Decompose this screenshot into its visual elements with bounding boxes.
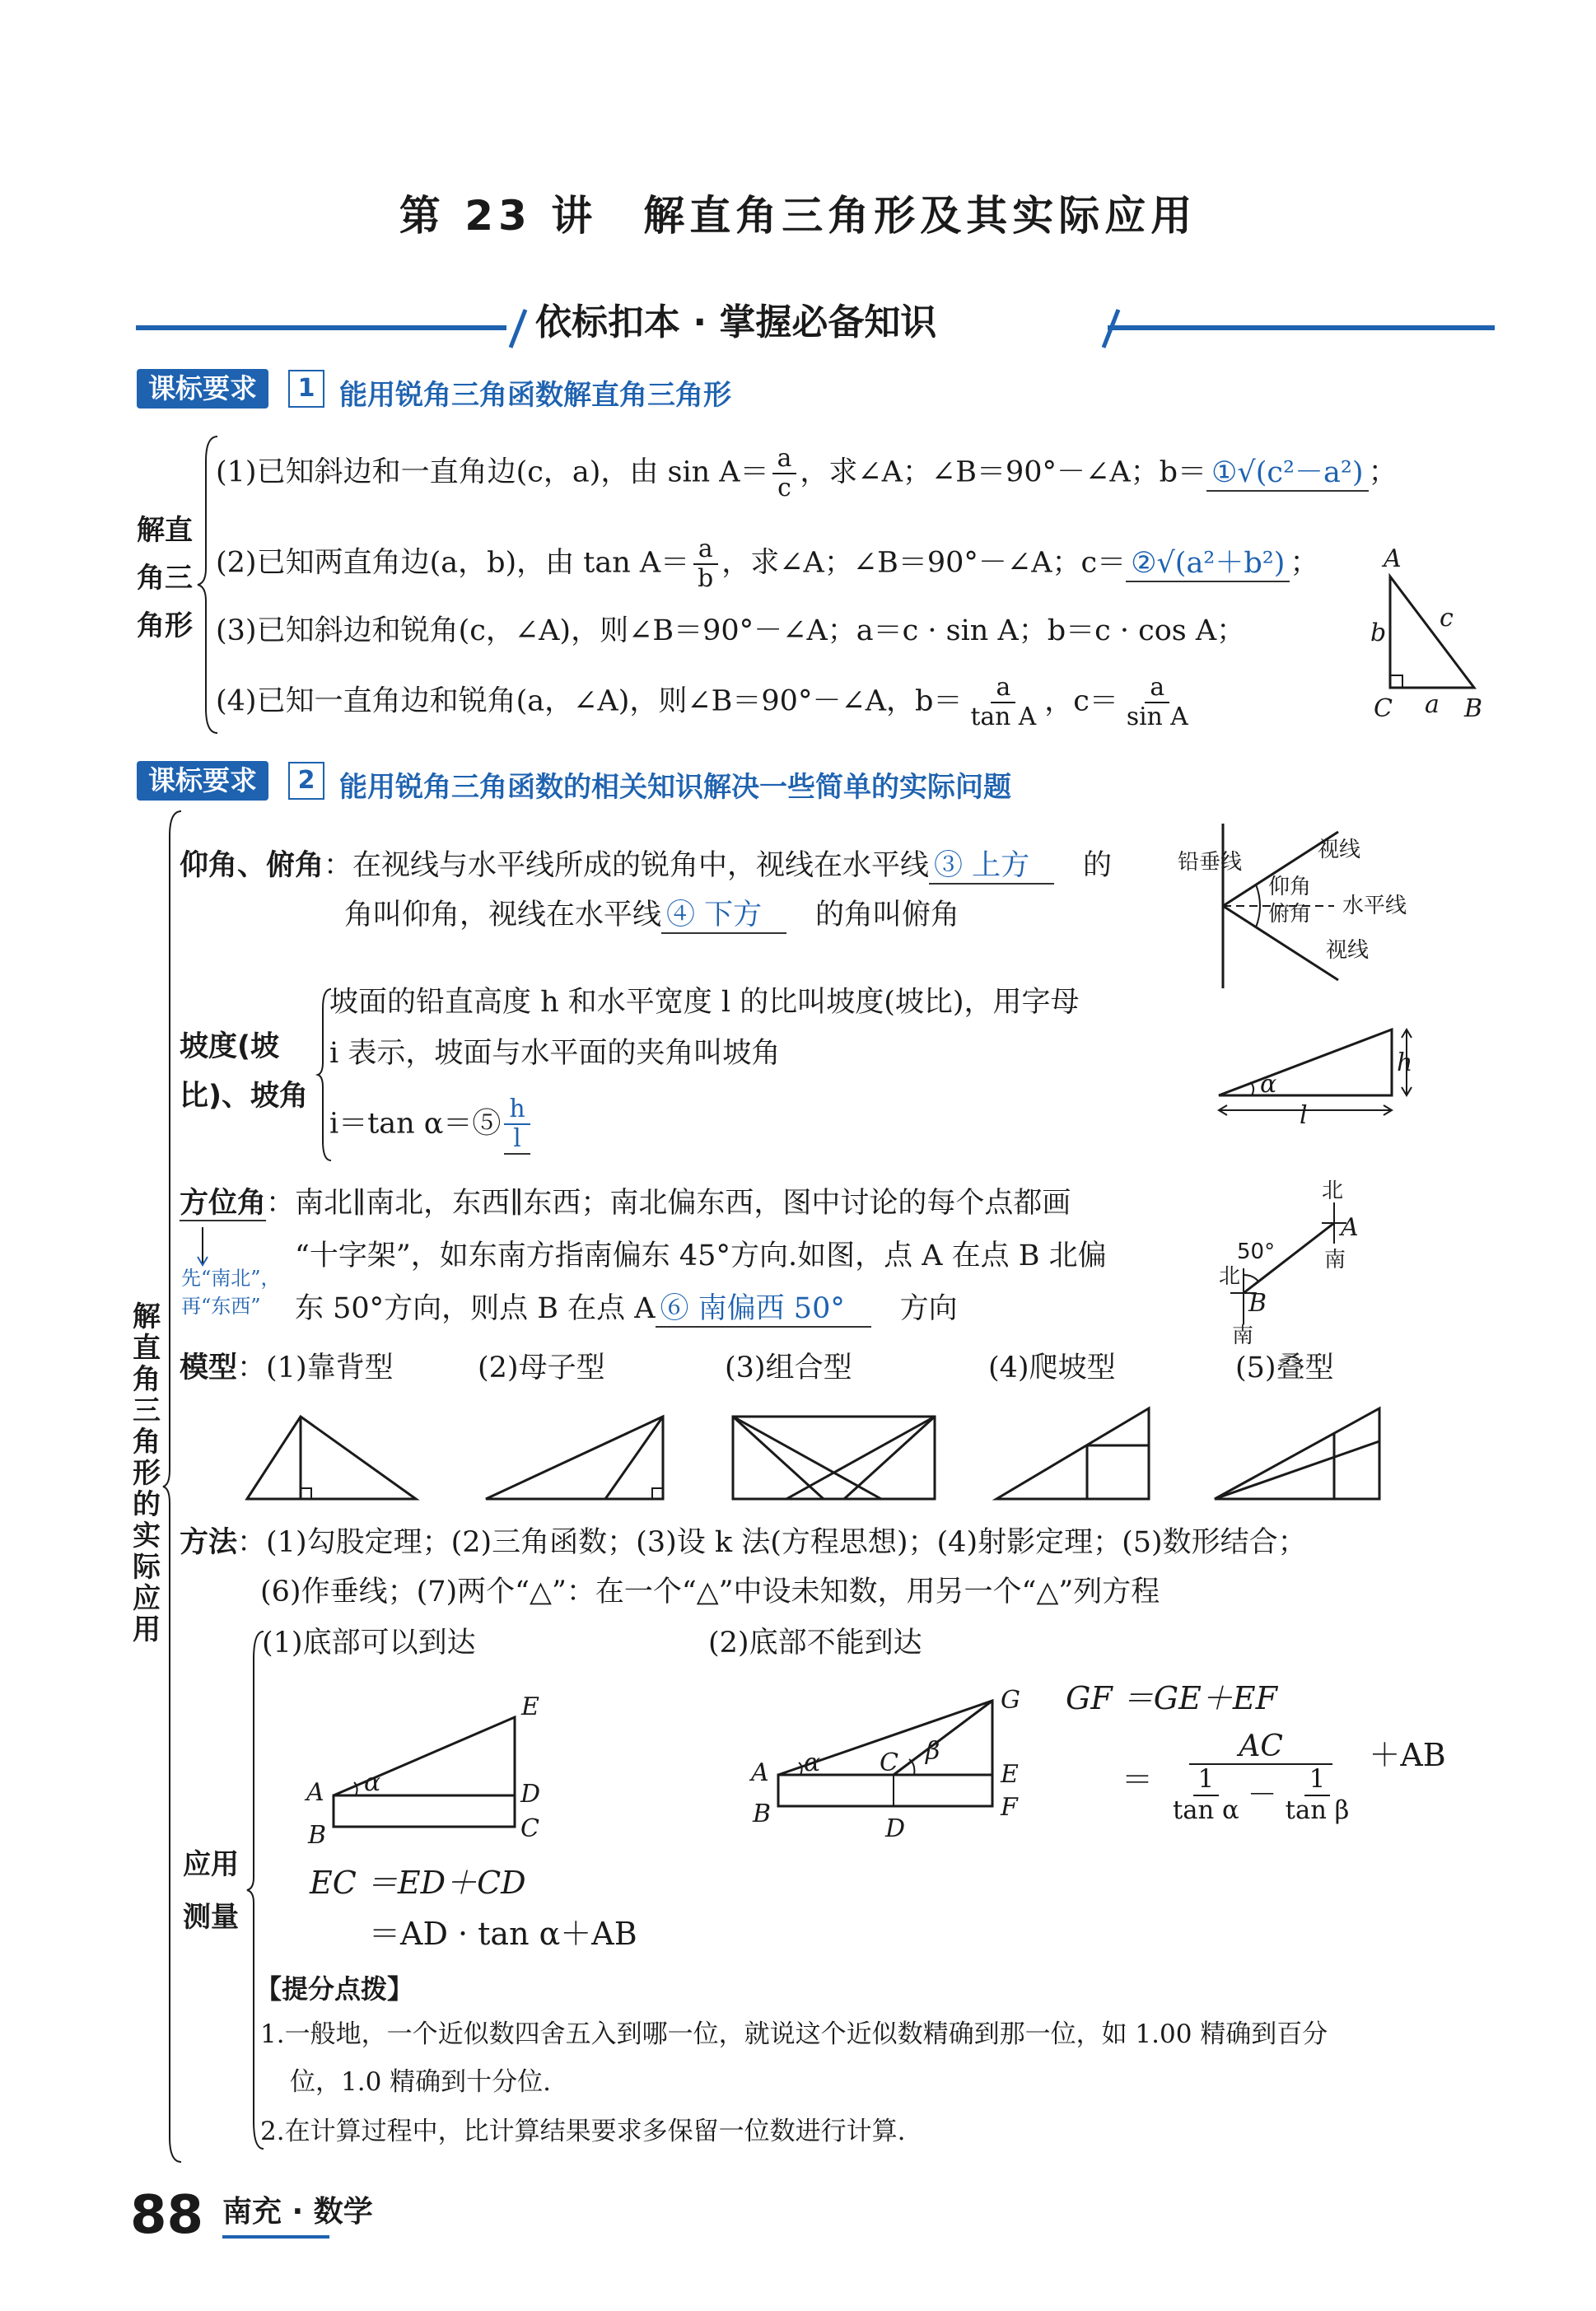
requirement-number-2: 2 [288, 762, 324, 800]
direction-figure [1219, 1178, 1384, 1348]
fig1-B: B [308, 1821, 327, 1850]
application-2-title: (2)底部不能到达 [708, 1627, 922, 1660]
fraction: $\frac{a}{c}$ [772, 445, 797, 502]
application-figure-1 [305, 1692, 601, 1861]
model-figures [239, 1404, 1596, 1520]
fig2-alpha: α [804, 1748, 821, 1777]
application-measurement-label: 应用 测量 [183, 1848, 239, 1934]
model-climbing [996, 1408, 1149, 1499]
equation-1-line-1: EC ＝ED＋CD [310, 1865, 526, 1901]
elevation-angle-figure [1178, 824, 1458, 1005]
sight-line-label-top: 视线 [1318, 838, 1361, 862]
vertex-B: B [1464, 694, 1483, 723]
req1-item-4: (4)已知一直角边和锐角(a，∠A)，则∠B＝90°－∠A，b＝ $\frac{a}{\text{tan A}}$ ，c＝ $\frac{a}{\text{sin A}}$ [216, 674, 1197, 731]
answer-4: ④ 下方 [661, 898, 786, 934]
slope-term-1: 坡度(坡 [180, 1030, 279, 1063]
req1-item-3: (3)已知斜边和锐角(c，∠A)，则∠B＝90°－∠A；a＝c · sin A；b＝c · cos A； [216, 614, 1246, 647]
equation-2-line-2: ＝ AC $\frac{1}{\text{tan α}}$ － $\frac{1}{\text{tan β}}$ ＋AB [1122, 1730, 1446, 1825]
model-3-label: (3)组合型 [725, 1352, 852, 1384]
solve-right-triangle-label: 解直 角三 角形 [137, 514, 193, 642]
model-back-to-back [247, 1417, 416, 1499]
tip-2: 2.在计算过程中，比计算结果要求多保留一位数进行计算. [260, 2117, 906, 2146]
north-label-B: 北 [1219, 1264, 1241, 1289]
slope-alpha: α [1260, 1070, 1277, 1099]
direction-line-1: 方位角：南北∥南北，东西∥东西；南北偏东西，图中讨论的每个点都画 [180, 1187, 1071, 1220]
models-line: 模型：(1)靠背型 [180, 1352, 394, 1384]
methods-line-2: (6)作垂线；(7)两个“△”：在一个“△”中设未知数，用另一个“△”列方程 [260, 1576, 1160, 1608]
practical-application-label: 解直角三角形的实际应用 [133, 1300, 161, 1646]
direction-line-2: “十字架”，如东南方指南偏东 45°方向.如图，点 A 在点 B 北偏 [295, 1240, 1107, 1272]
fig2-G: G [1001, 1686, 1020, 1715]
footer-underline [222, 2234, 387, 2242]
plumb-line-label: 铅垂线 [1178, 850, 1243, 875]
slope-term-2: 比)、坡角 [180, 1080, 308, 1113]
fig1-C: C [520, 1814, 539, 1843]
slope-h: h [1397, 1048, 1413, 1077]
fig2-beta: β [926, 1737, 940, 1766]
tip-1-line-2: 位，1.0 精确到十分位. [290, 2067, 552, 2097]
fig1-A: A [306, 1778, 324, 1807]
model-combined [733, 1417, 935, 1499]
big-fraction: AC $\frac{1}{\text{tan α}}$ － $\frac{1}{\text{tan β}}$ [1173, 1730, 1350, 1825]
fraction: $\frac{a}{b}$ [693, 535, 718, 593]
requirement-number-1: 1 [288, 370, 324, 408]
answer-1: ①√(c²－a²) [1206, 455, 1369, 492]
application-1-title: (1)底部可以到达 [262, 1627, 476, 1660]
fig2-C: C [880, 1748, 898, 1777]
elevation-depression-line-1: 仰角、俯角：在视线与水平线所成的锐角中，视线在水平线 ③ 上方 的 [180, 848, 1112, 885]
direction-note-2: 再“东西” [181, 1295, 261, 1318]
requirement-tag-1: 课标要求 [137, 369, 268, 409]
south-label-B: 南 [1232, 1324, 1254, 1348]
model-mother-child [486, 1417, 663, 1499]
slope-l: l [1300, 1101, 1308, 1130]
direction-line-3: 东 50°方向，则点 B 在点 A ⑥ 南偏西 50° 方向 [295, 1291, 958, 1328]
fraction: $\frac{a}{\text{sin A}}$ [1126, 673, 1188, 732]
requirement-tag-2: 课标要求 [137, 761, 268, 801]
slope-line-1: 坡面的铅直高度 h 和水平宽度 l 的比叫坡度(坡比)，用字母 [329, 986, 1080, 1019]
side-a: a [1425, 690, 1440, 719]
requirement-text-1: 能用锐角三角函数解直角三角形 [339, 379, 731, 412]
slope-line-2: i 表示，坡面与水平面的夹角叫坡角 [329, 1037, 781, 1070]
requirement-text-2: 能用锐角三角函数的相关知识解决一些简单的实际问题 [339, 771, 1011, 804]
tip-1-line-1: 1.一般地，一个近似数四舍五入到哪一位，就说这个近似数精确到那一位，如 1.00 精确到百分 [260, 2019, 1328, 2049]
equation-2-line-1: GF ＝GE＋EF [1066, 1680, 1278, 1716]
fig2-D: D [885, 1814, 906, 1843]
vertex-C: C [1374, 694, 1393, 723]
north-label-A: 北 [1322, 1179, 1344, 1203]
vertex-A: A [1384, 544, 1402, 573]
req1-item-1: (1)已知斜边和一直角边(c，a)，由 sin A＝ $\frac{a}{c}$ ，求∠A；∠B＝90°－∠A；b＝ ①√(c²－a²) ； [216, 444, 1398, 503]
model-5-label: (5)叠型 [1235, 1352, 1334, 1384]
elevation-angle-label: 仰角 [1268, 875, 1312, 899]
answer-6: ⑥ 南偏西 50° [656, 1291, 871, 1328]
methods-line-1: 方法：(1)勾股定理；(2)三角函数；(3)设 k 法(方程思想)；(4)射影定理；(5)数形结合； [180, 1526, 1307, 1559]
right-triangle-figure [1367, 544, 1548, 725]
brace-2 [163, 803, 188, 2170]
equation-1-line-2: ＝AD · tan α＋AB [369, 1916, 637, 1952]
model-stacked [1215, 1408, 1379, 1499]
section-title: 依标扣本 · 掌握必备知识 [535, 301, 937, 343]
application-figure-2 [749, 1688, 1095, 1870]
slope-figure [1211, 1021, 1425, 1128]
sight-line-label-bottom: 视线 [1326, 938, 1370, 963]
south-label-A: 南 [1324, 1248, 1346, 1272]
angle-50: 50° [1237, 1240, 1276, 1264]
page-number: 88 [130, 2185, 204, 2246]
fraction: $\frac{a}{\text{tan A}}$ [970, 673, 1037, 732]
fig2-E: E [1001, 1760, 1019, 1789]
point-B: B [1248, 1289, 1267, 1318]
model-4-label: (4)爬坡型 [988, 1352, 1116, 1384]
brace-application [247, 1627, 267, 2154]
depression-angle-label: 俯角 [1268, 902, 1312, 927]
point-A: A [1341, 1213, 1359, 1242]
answer-2: ②√(a²＋b²) [1126, 546, 1290, 582]
fig1-E: E [521, 1692, 539, 1721]
fig2-B: B [753, 1800, 772, 1828]
footer-text: 南充 · 数学 [222, 2195, 373, 2229]
page-title: 第 23 讲 解直角三角形及其实际应用 [399, 192, 1197, 240]
req1-item-2: (2)已知两直角边(a，b)，由 tan A＝ $\frac{a}{b}$ ，求∠A；∠B＝90°－∠A；c＝ ②√(a²＋b²) ； [216, 535, 1319, 594]
fig2-A: A [751, 1758, 769, 1787]
fig1-alpha: α [364, 1768, 381, 1797]
fig2-F: F [1001, 1793, 1018, 1822]
direction-note-1: 先“南北”， [181, 1267, 281, 1290]
fig1-D: D [520, 1780, 541, 1809]
horizontal-line-label: 水平线 [1342, 894, 1407, 918]
model-2-label: (2)母子型 [478, 1352, 605, 1384]
side-c: c [1440, 604, 1454, 633]
answer-3: ③ 上方 [929, 848, 1054, 885]
side-b: b [1370, 619, 1387, 647]
slope-line-3: i＝tan α＝⑤ $\frac{h}{l}$ [329, 1095, 534, 1155]
elevation-depression-line-2: 角叫仰角，视线在水平线 ④ 下方 的角叫俯角 [344, 898, 959, 934]
answer-5: $\frac{h}{l}$ [504, 1095, 530, 1155]
tips-title: 【提分点拨】 [255, 1973, 414, 2005]
